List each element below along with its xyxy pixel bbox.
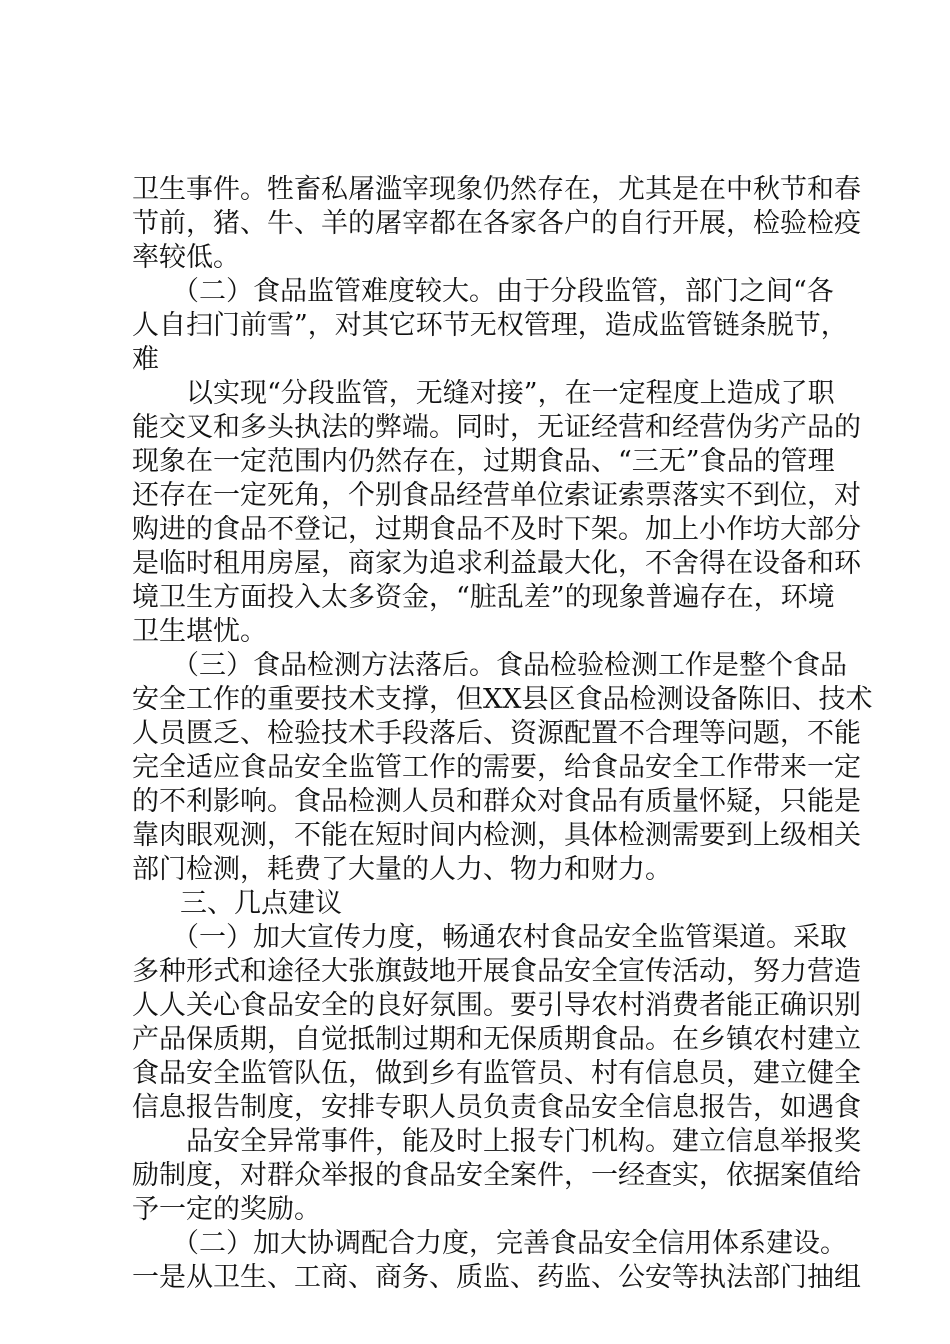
text-line: 靠肉眼观测，不能在短时间内检测，具体检测需要到上级相关 — [132, 820, 861, 851]
text-line: 卫生事件。牲畜私屠滥宰现象仍然存在，尤其是在中秋节和春 — [132, 174, 861, 205]
text-line: 卫生堪忧。 — [132, 616, 267, 647]
text-line: 能交叉和多头执法的弊端。同时，无证经营和经营伪劣产品的 — [132, 412, 861, 443]
text-line: 人人关心食品安全的良好氛围。要引导农村消费者能正确识别 — [132, 990, 861, 1021]
text-line: （三）食品检测方法落后。食品检验检测工作是整个食品 — [172, 650, 847, 681]
text-line: 励制度，对群众举报的食品安全案件，一经查实，依据案值给 — [132, 1160, 861, 1191]
text-line: 多种形式和途径大张旗鼓地开展食品安全宣传活动，努力营造 — [132, 956, 861, 987]
text-line: （二）加大协调配合力度，完善食品安全信用体系建设。 — [172, 1228, 847, 1259]
text-line: 信息报告制度，安排专职人员负责食品安全信息报告，如遇食 — [132, 1092, 861, 1123]
text-line: 还存在一定死角，个别食品经营单位索证索票落实不到位，对 — [132, 480, 861, 511]
text-line: 境卫生方面投入太多资金，“脏乱差”的现象普遍存在，环境 — [132, 582, 835, 613]
text-line: 率较低。 — [132, 242, 240, 273]
text-line: 完全适应食品安全监管工作的需要，给食品安全工作带来一定 — [132, 752, 861, 783]
section-heading: 三、几点建议 — [180, 888, 342, 919]
text-line: 人自扫门前雪”，对其它环节无权管理，造成监管链条脱节， — [132, 310, 848, 341]
text-line: 的不利影响。食品检测人员和群众对食品有质量怀疑，只能是 — [132, 786, 861, 817]
text-line: 食品安全监管队伍，做到乡有监管员、村有信息员，建立健全 — [132, 1058, 861, 1089]
text-line: 以实现“分段监管，无缝对接”，在一定程度上造成了职 — [186, 378, 835, 409]
text-line: 予一定的奖励。 — [132, 1194, 321, 1225]
text-line: 难 — [132, 344, 159, 375]
text-line: 人员匮乏、检验技术手段落后、资源配置不合理等问题，不能 — [132, 718, 861, 749]
text-line: （二）食品监管难度较大。由于分段监管，部门之间“各 — [172, 276, 834, 307]
text-line: 产品保质期，自觉抵制过期和无保质期食品。在乡镇农村建立 — [132, 1024, 861, 1055]
text-line: （一）加大宣传力度，畅通农村食品安全监管渠道。采取 — [172, 922, 847, 953]
text-line: 现象在一定范围内仍然存在，过期食品、“三无”食品的管理 — [132, 446, 835, 477]
text-line: 安全工作的重要技术支撑，但XX县区食品检测设备陈旧、技术 — [132, 684, 873, 715]
text-line: 品安全异常事件，能及时上报专门机构。建立信息举报奖 — [186, 1126, 861, 1157]
text-line: 一是从卫生、工商、商务、质监、药监、公安等执法部门抽组 — [132, 1262, 861, 1293]
text-line: 部门检测，耗费了大量的人力、物力和财力。 — [132, 854, 672, 885]
text-line: 购进的食品不登记，过期食品不及时下架。加上小作坊大部分 — [132, 514, 861, 545]
text-line: 是临时租用房屋，商家为追求利益最大化，不舍得在设备和环 — [132, 548, 861, 579]
text-line: 节前，猪、牛、羊的屠宰都在各家各户的自行开展，检验检疫 — [132, 208, 861, 239]
